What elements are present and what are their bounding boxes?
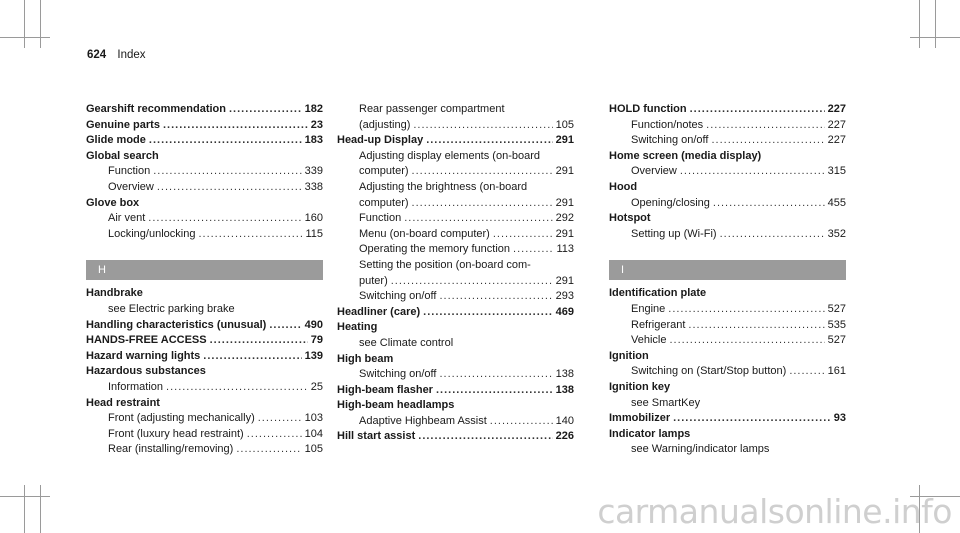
index-subentry[interactable]: Information ..... 25	[86, 380, 323, 396]
index-heading: Ignition key	[609, 380, 671, 393]
index-heading: Heating	[337, 321, 378, 334]
index-entry[interactable]: Handling characteristics (unusual) ..... 490	[86, 318, 323, 334]
index-subentry[interactable]: Adaptive Highbeam Assist ..... 140	[337, 414, 574, 430]
index-subentry[interactable]: Front (adjusting mechanically) ..... 103	[86, 411, 323, 427]
crop-mark	[0, 37, 50, 38]
index-subentry[interactable]: Refrigerant ..... 535	[609, 318, 846, 334]
index-heading: Ignition	[609, 349, 649, 362]
see-reference[interactable]: see Warning/indicator lamps	[631, 443, 770, 456]
index-entry[interactable]: Hill start assist ..... 226	[337, 429, 574, 445]
index-entry[interactable]: Head-up Display ..... 291	[337, 133, 574, 149]
index-heading: Identification plate	[609, 287, 707, 300]
see-reference[interactable]: see Electric parking brake	[108, 302, 235, 315]
section-title: Index	[117, 49, 146, 61]
index-subentry-line[interactable]: Adjusting the brightness (on-board	[359, 180, 528, 193]
index-subentry[interactable]: Menu (on-board computer) ..... 291	[337, 227, 574, 243]
index-subentry[interactable]: Engine ..... 527	[609, 302, 846, 318]
index-subentry[interactable]: Function ..... 339	[86, 164, 323, 180]
index-subentry[interactable]: Rear (installing/removing) ..... 105	[86, 442, 323, 458]
index-subentry[interactable]: computer) ..... 291	[337, 196, 574, 212]
crop-mark	[40, 0, 41, 48]
index-subentry[interactable]: (adjusting) ..... 105	[337, 118, 574, 134]
index-column-1	[86, 102, 323, 458]
crop-mark	[24, 0, 25, 48]
index-heading: High beam	[337, 352, 394, 365]
index-subentry[interactable]: Operating the memory function ..... 113	[337, 242, 574, 258]
index-subentry[interactable]: Function/notes ..... 227	[609, 118, 846, 134]
index-heading: Hood	[609, 180, 638, 193]
index-subentry[interactable]: Overview ..... 315	[609, 164, 846, 180]
index-heading: Home screen (media display)	[609, 149, 762, 162]
index-subentry-line[interactable]: Adjusting display elements (on-board	[359, 149, 540, 162]
index-entry[interactable]: Immobilizer ..... 93	[609, 411, 846, 427]
index-subentry[interactable]: Locking/unlocking ..... 115	[86, 227, 323, 243]
index-subentry[interactable]: puter) ..... 291	[337, 274, 574, 290]
crop-mark	[24, 485, 25, 533]
index-subentry[interactable]: Vehicle ..... 527	[609, 333, 846, 349]
index-heading: Handbrake	[86, 287, 143, 300]
index-column-2	[337, 102, 574, 445]
letter-heading-i: I	[609, 260, 846, 280]
index-entry[interactable]: HOLD function ..... 227	[609, 102, 846, 118]
letter-heading-h: H	[86, 260, 323, 280]
index-subentry[interactable]: Switching on/off ..... 293	[337, 289, 574, 305]
index-subentry[interactable]: Opening/closing ..... 455	[609, 196, 846, 212]
index-entry[interactable]: Genuine parts ..... 23	[86, 118, 323, 134]
index-subentry[interactable]: Front (luxury head restraint) ..... 104	[86, 427, 323, 443]
index-heading: High-beam headlamps	[337, 399, 455, 412]
index-subentry[interactable]: Switching on/off ..... 227	[609, 133, 846, 149]
see-reference[interactable]: see Climate control	[359, 336, 454, 349]
index-subentry[interactable]: computer) ..... 291	[337, 164, 574, 180]
index-subentry[interactable]: Air vent ..... 160	[86, 211, 323, 227]
index-subentry[interactable]: Overview ..... 338	[86, 180, 323, 196]
page-number: 624	[87, 49, 107, 61]
crop-mark	[40, 485, 41, 533]
index-column-3	[609, 102, 846, 458]
index-entry[interactable]: High-beam flasher ..... 138	[337, 383, 574, 399]
index-subentry-line[interactable]: Rear passenger compartment	[359, 103, 505, 115]
watermark: carmanualsonline.info	[597, 492, 952, 531]
index-heading: Hotspot	[609, 212, 651, 225]
index-heading: Indicator lamps	[609, 427, 691, 440]
index-heading: Head restraint	[86, 396, 160, 409]
index-subentry[interactable]: Setting up (Wi-Fi) ..... 352	[609, 227, 846, 243]
index-entry[interactable]: HANDS-FREE ACCESS ..... 79	[86, 333, 323, 349]
index-entry[interactable]: Glide mode ..... 183	[86, 133, 323, 149]
index-subentry-line[interactable]: Setting the position (on-board com-	[359, 258, 531, 271]
index-heading: Glove box	[86, 196, 140, 209]
crop-mark	[0, 496, 50, 497]
page-header	[87, 49, 146, 61]
index-subentry[interactable]: Switching on (Start/Stop button) ..... 161	[609, 364, 846, 380]
crop-mark	[919, 0, 920, 48]
see-reference[interactable]: see SmartKey	[631, 396, 701, 409]
index-heading: Global search	[86, 149, 159, 162]
index-entry[interactable]: Gearshift recommendation ..... 182	[86, 102, 323, 118]
index-subentry[interactable]: Switching on/off ..... 138	[337, 367, 574, 383]
index-subentry[interactable]: Function ..... 292	[337, 211, 574, 227]
crop-mark	[935, 0, 936, 48]
index-entry[interactable]: Headliner (care) ..... 469	[337, 305, 574, 321]
index-entry[interactable]: Hazard warning lights ..... 139	[86, 349, 323, 365]
index-heading: Hazardous substances	[86, 365, 206, 378]
